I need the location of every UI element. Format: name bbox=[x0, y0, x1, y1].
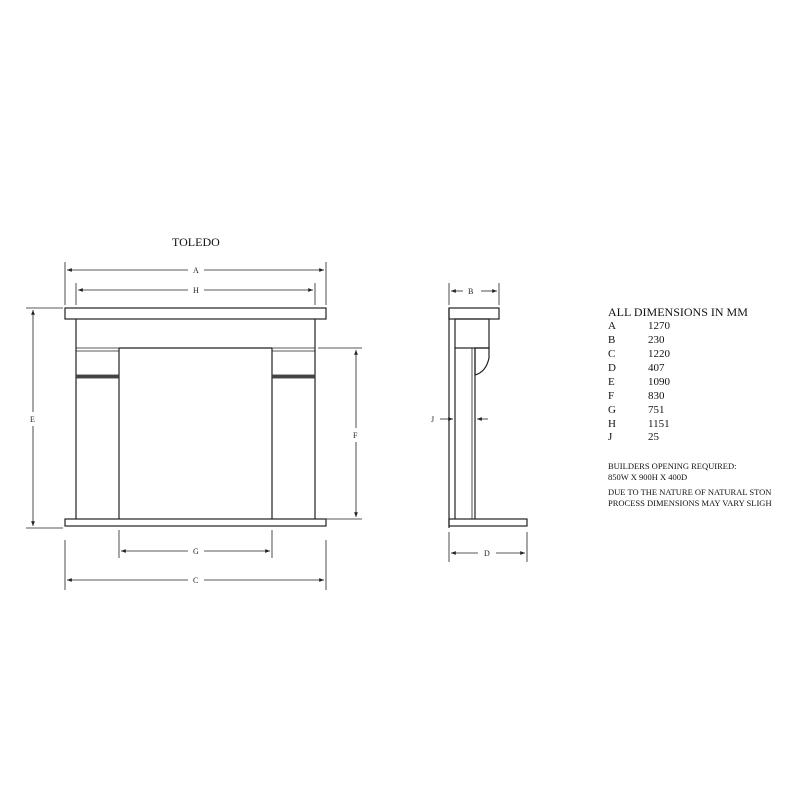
row-value: 1090 bbox=[648, 376, 670, 388]
side-elevation bbox=[449, 308, 527, 528]
row-key: B bbox=[608, 334, 616, 346]
dim-label-f: F bbox=[353, 431, 358, 440]
side-shelf bbox=[449, 308, 499, 319]
dim-label-d: D bbox=[484, 549, 490, 558]
table-row bbox=[608, 431, 659, 443]
builders-opening-label: BUILDERS OPENING REQUIRED: bbox=[608, 461, 737, 471]
side-hearth bbox=[449, 519, 527, 526]
row-value: 830 bbox=[648, 390, 665, 402]
disclaimer-line-2: PROCESS DIMENSIONS MAY VARY SLIGH bbox=[608, 498, 772, 508]
right-leg bbox=[272, 348, 315, 519]
row-value: 1270 bbox=[648, 320, 670, 332]
table-row bbox=[608, 334, 665, 346]
dim-label-a: A bbox=[193, 266, 199, 275]
row-key: H bbox=[608, 418, 616, 430]
row-key: G bbox=[608, 404, 616, 416]
table-row bbox=[608, 404, 665, 416]
table-row bbox=[608, 320, 670, 332]
table-row bbox=[608, 362, 665, 374]
drawing-title: TOLEDO bbox=[172, 235, 220, 249]
dim-label-b: B bbox=[468, 287, 474, 296]
table-row bbox=[608, 376, 670, 388]
table-row bbox=[608, 390, 665, 402]
row-value: 751 bbox=[648, 404, 665, 416]
row-key: A bbox=[608, 320, 616, 332]
front-elevation bbox=[65, 308, 326, 526]
row-key: E bbox=[608, 376, 615, 388]
row-key: D bbox=[608, 362, 616, 374]
hearth bbox=[65, 519, 326, 526]
dim-label-j: J bbox=[431, 415, 435, 424]
dim-label-e: E bbox=[30, 415, 35, 424]
builders-opening-value: 850W X 900H X 400D bbox=[608, 472, 688, 482]
row-key: J bbox=[608, 431, 613, 443]
table-row bbox=[608, 348, 670, 360]
dimensions-heading: ALL DIMENSIONS IN MM bbox=[608, 305, 748, 319]
row-key: C bbox=[608, 348, 616, 360]
disclaimer-line-1: DUE TO THE NATURE OF NATURAL STON bbox=[608, 487, 772, 497]
row-key: F bbox=[608, 390, 615, 402]
dim-label-g: G bbox=[193, 547, 199, 556]
side-dimensions bbox=[431, 283, 527, 562]
row-value: 1220 bbox=[648, 348, 670, 360]
left-leg bbox=[76, 348, 119, 519]
mantel-shelf bbox=[65, 308, 326, 319]
row-value: 25 bbox=[648, 431, 659, 443]
dim-label-c: C bbox=[193, 576, 199, 585]
row-value: 407 bbox=[648, 362, 665, 374]
dim-label-h: H bbox=[193, 286, 199, 295]
table-row bbox=[608, 418, 670, 430]
row-value: 1151 bbox=[648, 418, 670, 430]
row-value: 230 bbox=[648, 334, 665, 346]
